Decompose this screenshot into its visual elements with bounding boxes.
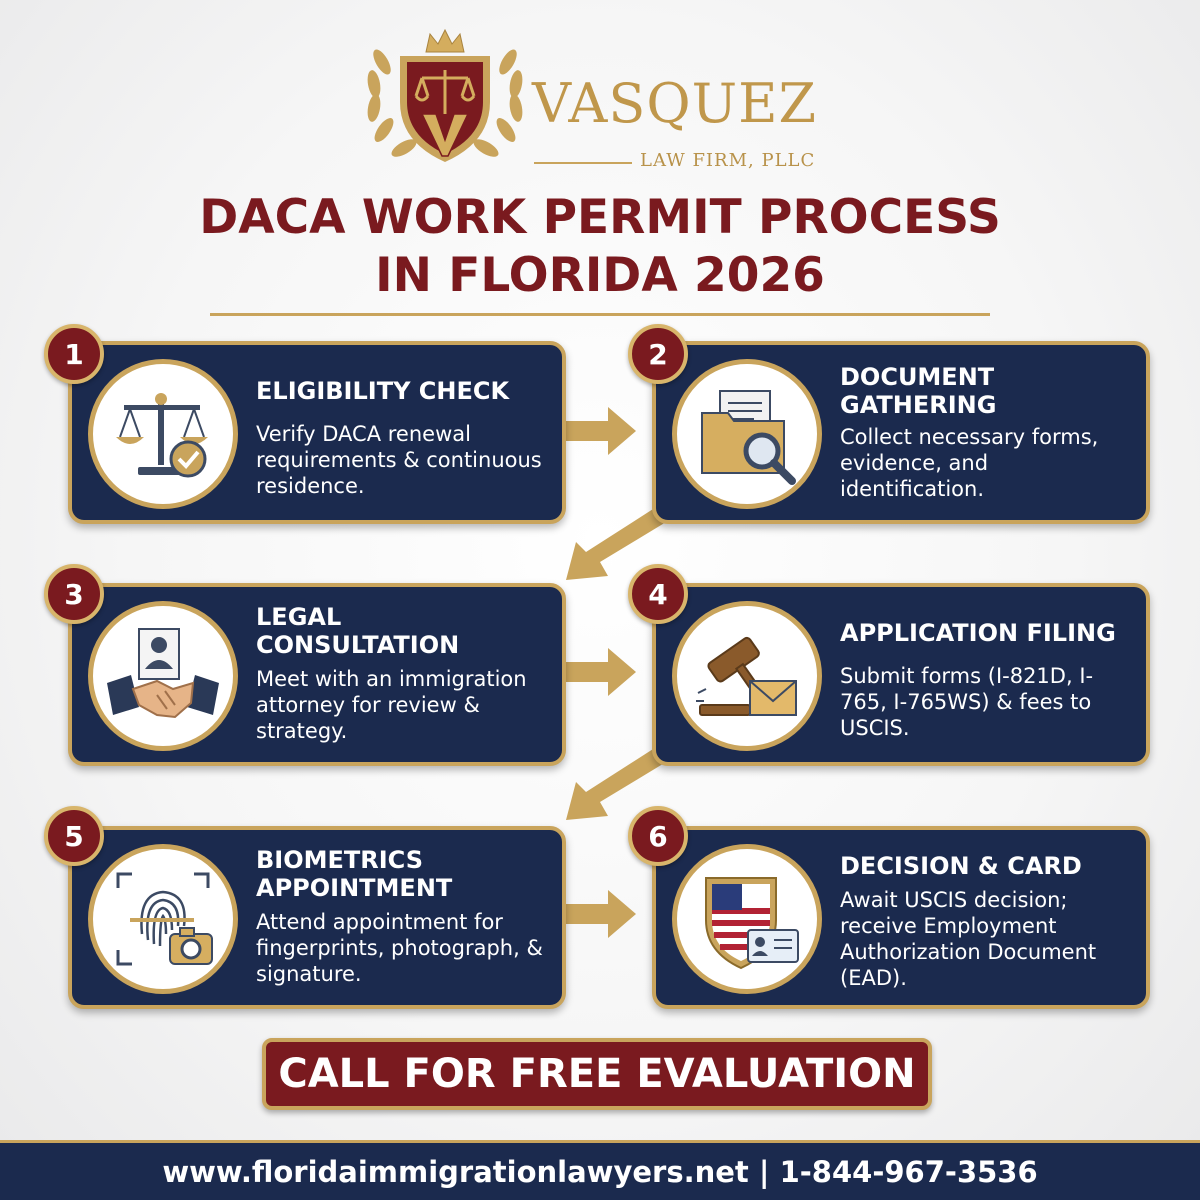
step-number-badge: 3 [44, 564, 104, 624]
firm-name: VASQUEZ [532, 72, 818, 135]
crest-scales-shield-icon [360, 22, 530, 172]
footer-bar [0, 1140, 1200, 1200]
step-number-badge: 2 [628, 324, 688, 384]
step-title: DECISION & CARD [840, 852, 1082, 880]
handshake-icon [105, 621, 221, 731]
footer-contact[interactable]: www.floridaimmigrationlawyers.net | 1-844-967-3536 [162, 1154, 1038, 1189]
arrow-right-icon [562, 646, 638, 698]
step-icon-frame [88, 359, 238, 509]
step-description: Submit forms (I-821D, I-765, I-765WS) & fees to USCIS. [840, 664, 1094, 740]
firm-divider [534, 162, 632, 164]
step-icon-frame [672, 844, 822, 994]
step-card-filing [652, 583, 1150, 766]
step-icon-frame [672, 359, 822, 509]
title-divider [210, 313, 990, 316]
step-number-badge: 1 [44, 324, 104, 384]
step-card-consultation [68, 583, 566, 766]
step-card-biometrics [68, 826, 566, 1009]
firm-subtitle: LAW FIRM, PLLC [640, 150, 816, 171]
step-card-decision [652, 826, 1150, 1009]
step-icon-frame [88, 601, 238, 751]
step-icon-frame [88, 844, 238, 994]
firm-logo [360, 22, 860, 172]
step-title: APPLICATION FILING [840, 619, 1116, 647]
step-card-eligibility [68, 341, 566, 524]
step-card-documents [652, 341, 1150, 524]
step-description: Verify DACA renewal requirements & continuous residence. [256, 422, 542, 498]
arrow-right-icon [562, 405, 638, 457]
folder-magnifier-icon [692, 379, 802, 489]
step-number-badge: 6 [628, 806, 688, 866]
page-title-line-1: DACA WORK PERMIT PROCESS [199, 190, 1001, 245]
step-title: DOCUMENT GATHERING [840, 363, 997, 419]
step-description: Await USCIS decision; receive Employment Authorization Document (EAD). [840, 888, 1097, 990]
step-title: BIOMETRICS APPOINTMENT [256, 846, 453, 902]
step-title: ELIGIBILITY CHECK [256, 377, 510, 405]
step-description: Collect necessary forms, evidence, and identification. [840, 425, 1099, 501]
step-number-badge: 4 [628, 564, 688, 624]
arrow-right-icon [562, 888, 638, 940]
fingerprint-camera-icon [108, 864, 218, 974]
scales-checkmark-icon [108, 379, 218, 489]
gavel-envelope-icon [692, 621, 802, 731]
cta-label: CALL FOR FREE EVALUATION [278, 1051, 916, 1097]
step-icon-frame [672, 601, 822, 751]
step-description: Attend appointment for fingerprints, photograph, & signature. [256, 910, 543, 986]
flag-shield-id-card-icon [692, 864, 802, 974]
step-description: Meet with an immigration attorney for review & strategy. [256, 667, 527, 743]
page-title-line-2: IN FLORIDA 2026 [375, 248, 825, 303]
free-evaluation-button[interactable] [262, 1038, 932, 1110]
step-title: LEGAL CONSULTATION [256, 603, 460, 659]
step-number-badge: 5 [44, 806, 104, 866]
